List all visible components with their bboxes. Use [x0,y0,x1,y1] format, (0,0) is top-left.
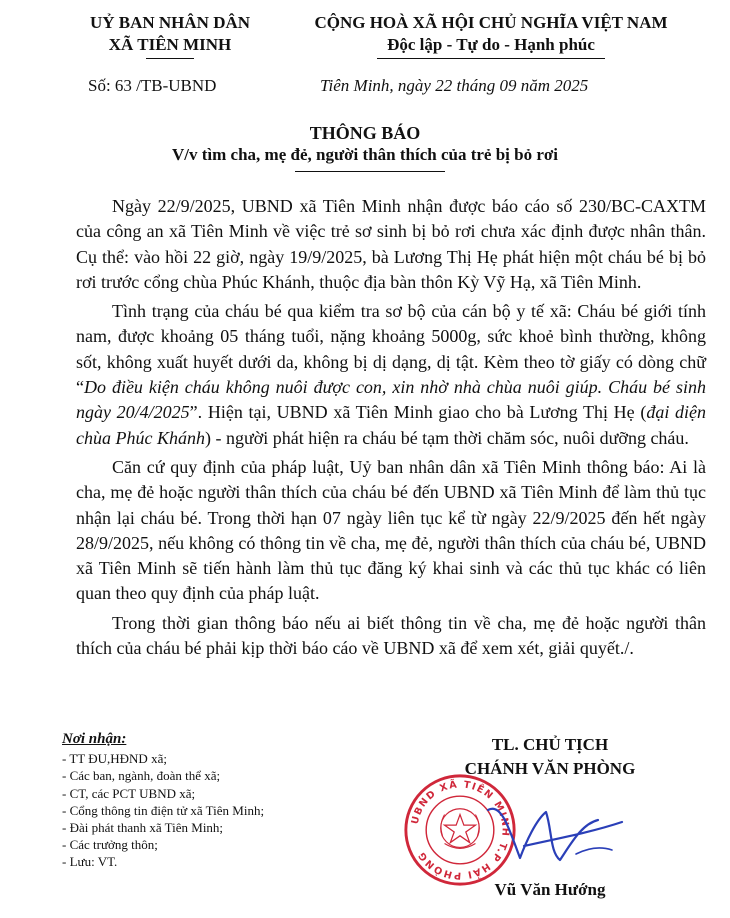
handwritten-signature-icon [480,792,630,882]
body-paragraph-4: Trong thời gian thông báo nếu ai biết thông tin về cha, mẹ đẻ hoặc người thân thích của cháu bé phải kịp thời báo cáo về UBND xã để xem xét, giải quyết./. [76,612,706,659]
recipients-heading: Nơi nhận: [62,731,127,747]
document-subtitle: V/v tìm cha, mẹ đẻ, người thân thích của trẻ bị bỏ rơi [171,145,559,164]
agency-line-2: XÃ TIÊN MINH [108,35,232,54]
signer-title-line-2: CHÁNH VĂN PHÒNG [464,759,636,778]
agency-underline [146,58,194,59]
svg-text:UBND XÃ TIÊN MINH T.P HẢI PHÒN: UBND XÃ TIÊN MINH T.P HẢI PHÒNG [409,779,511,881]
document-body [76,194,706,665]
national-motto-1: CỘNG HOÀ XÃ HỘI CHỦ NGHĨA VIỆT NAM [314,13,668,32]
recipient-item: - Đài phát thanh xã Tiên Minh; [62,820,224,836]
recipient-item: - Cổng thông tin điện tử xã Tiên Minh; [62,802,265,818]
document-title: THÔNG BÁO [309,123,421,143]
body-paragraph-1: Ngày 22/9/2025, UBND xã Tiên Minh nhận được báo cáo số 230/BC-CAXTM của công an xã Tiên Minh về việc trẻ sơ sinh bị bỏ rơi chưa xác định được nhân thân. Cụ thể: vào hồi 22 giờ, ngày 19/9/2025, bà Lương Thị Hẹ phát hiện một cháu bé bị bỏ rơi trước cổng chùa Phúc Khánh, thuộc địa bàn thôn Kỳ Vỹ Hạ, xã Tiên Minh. [76,196,706,292]
national-motto-2: Độc lập - Tự do - Hạnh phúc [387,35,595,54]
motto-underline [377,58,605,59]
recipient-item: - Lưu: VT. [62,854,118,870]
reference-number: Số: 63 /TB-UBND [88,76,217,95]
signer-name: Vũ Văn Hướng [494,880,606,899]
national-header [278,12,704,59]
agency-line-1: UỶ BAN NHÂN DÂN [89,13,251,32]
p2-text-c: ) - người phát hiện ra cháu bé tạm thời chăm sóc, nuôi dưỡng cháu. [204,427,689,448]
body-paragraph-3: Căn cứ quy định của pháp luật, Uỷ ban nhân dân xã Tiên Minh thông báo: Ai là cha, mẹ đẻ hoặc người thân thích của cháu bé đến UBND xã Tiên Minh để làm thủ tục nhận lại cháu bé. Trong thời hạn 07 ngày liên tục kể từ ngày 22/9/2025 đến hết ngày 28/9/2025, nếu không có thông tin về cha, mẹ đẻ, người thân thích của cháu bé, UBND xã Tiên Minh sẽ tiến hành làm thủ tục đăng ký khai sinh và các thủ tục khác có liên quan theo quy định của pháp luật. [76,456,706,604]
issue-date: Tiên Minh, ngày 22 tháng 09 năm 2025 [320,76,589,95]
p2-quote: Do điều kiện cháu không nuôi được con, xin nhờ nhà chùa nuôi giúp. Cháu bé sinh ngày 20/4/2025 [76,377,706,423]
recipient-item: - CT, các PCT UBND xã; [62,785,196,801]
signer-title-line-1: TL. CHỦ TỊCH [491,735,609,754]
p2-text-b: ”. Hiện tại, UBND xã Tiên Minh giao cho bà Lương Thị Hẹ ( [189,402,647,423]
recipients-block [62,731,342,871]
p2-text-a: Tình trạng của cháu bé qua kiểm tra sơ bộ của cán bộ y tế xã: Cháu bé giới tính nam, được khoảng 05 tháng tuổi, nặng khoảng 5000g, sức khoẻ bình thường, không sốt, không xuất huyết dưới da, không bị dị dạng, dị tật. Kèm theo tờ giấy có dòng chữ “ [76,301,706,398]
recipient-item: - Các trưởng thôn; [62,837,158,853]
subtitle-underline [295,171,445,172]
agency-header [70,12,270,59]
recipient-item: - Các ban, ngành, đoàn thể xã; [62,768,221,784]
recipient-item: - TT ĐU,HĐND xã; [62,751,167,767]
p2-note: đại diện chùa Phúc Khánh [76,402,706,448]
body-paragraph-2 [76,299,706,451]
